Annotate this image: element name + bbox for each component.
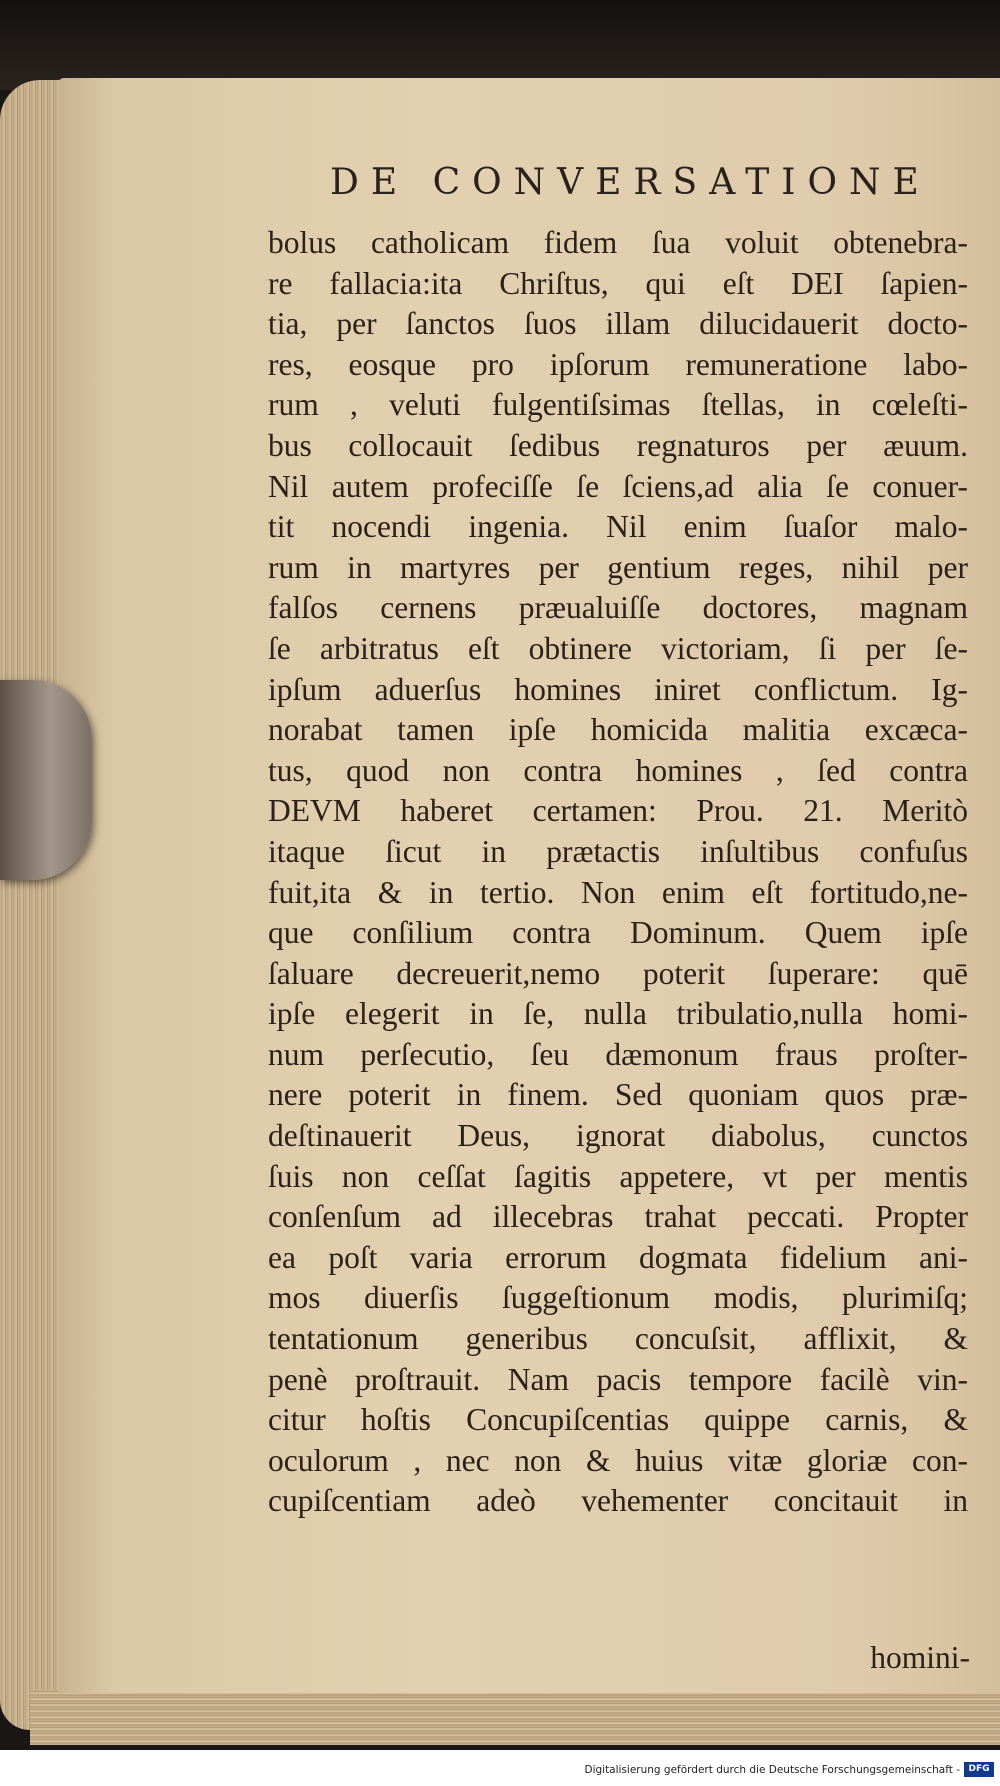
text-line: penè proſtrauit. Nam pacis tempore facilè vin- — [268, 1361, 968, 1397]
text-line: num perſecutio, ſeu dæmonum fraus proſter- — [268, 1036, 968, 1072]
text-line: oculorum , nec non & huius vitæ gloriæ con- — [268, 1442, 968, 1478]
text-line: bus collocauit ſedibus regnaturos per æuum. — [268, 427, 968, 463]
text-line: ipſe elegerit in ſe, nulla tribulatio,nulla homi- — [268, 996, 968, 1032]
text-line: tus, quod non contra homines , ſed contra — [268, 752, 968, 788]
text-line: que conſilium contra Dominum. Quem ipſe — [268, 915, 968, 951]
text-line: rum , veluti fulgentiſsimas ſtellas, in cœleſti- — [268, 387, 968, 423]
text-line: ea poſt varia errorum dogmata fidelium ani- — [268, 1239, 968, 1275]
text-line: ſaluare decreuerit,nemo poterit ſuperare: quē — [268, 955, 968, 991]
text-line: norabat tamen ipſe homicida malitia excæca- — [268, 712, 968, 748]
text-line: itaque ſicut in prætactis inſultibus confuſus — [268, 833, 968, 869]
catchword: homini- — [870, 1640, 970, 1675]
text-line: ipſum aduerſus homines iniret conflictum. Ig- — [268, 671, 968, 707]
text-line: mos diuerſis ſuggeſtionum modis, plurimiſq; — [268, 1280, 968, 1316]
dfg-logo-icon: DFG — [964, 1762, 994, 1777]
text-line: rum in martyres per gentium reges, nihil per — [268, 549, 968, 585]
text-line: ſe arbitratus eſt obtinere victoriam, ſi per ſe- — [268, 630, 968, 666]
text-line: Nil autem profeciſſe ſe ſciens,ad alia ſe conuer- — [268, 468, 968, 504]
text-line: res, eosque pro ipſorum remuneratione labo- — [268, 346, 968, 382]
text-line: re fallacia:ita Chriſtus, qui eſt DEI ſapien- — [268, 265, 968, 301]
text-line: bolus catholicam fidem ſua voluit obtenebra- — [268, 225, 968, 260]
text-line: cupiſcentiam adeò vehementer concitauit in — [268, 1483, 968, 1519]
text-line: tia, per ſanctos ſuos illam dilucidauerit docto- — [268, 306, 968, 342]
text-line: conſenſum ad illecebras trahat peccati. Propter — [268, 1199, 968, 1235]
running-head: DE CONVERSATIONE — [330, 162, 931, 203]
scan-background — [0, 0, 1000, 90]
text-line: citur hoſtis Concupiſcentias quippe carnis, & — [268, 1402, 968, 1438]
text-line: nere poterit in finem. Sed quoniam quos præ- — [268, 1077, 968, 1113]
funding-note: Digitalisierung gefördert durch die Deutsche Forschungsgemeinschaft - — [584, 1764, 960, 1776]
body-text — [268, 223, 968, 1522]
text-line: deſtinauerit Deus, ignorat diabolus, cunctos — [268, 1118, 968, 1154]
book-bottom-edge — [30, 1690, 1000, 1745]
text-line: tit nocendi ingenia. Nil enim ſuaſor malo- — [268, 509, 968, 545]
text-line: fuit,ita & in tertio. Non enim eſt fortitudo,ne- — [268, 874, 968, 910]
text-line: DEVM haberet certamen: Prou. 21. Meritò — [268, 793, 968, 829]
text-line: ſuis non ceſſat ſagitis appetere, vt per mentis — [268, 1158, 968, 1194]
text-line: falſos cernens præualuiſſe doctores, magnam — [268, 590, 968, 626]
text-line: tentationum generibus concuſsit, afflixit, & — [268, 1321, 968, 1357]
page-clip — [0, 680, 92, 880]
footer-bar — [0, 1750, 1000, 1786]
